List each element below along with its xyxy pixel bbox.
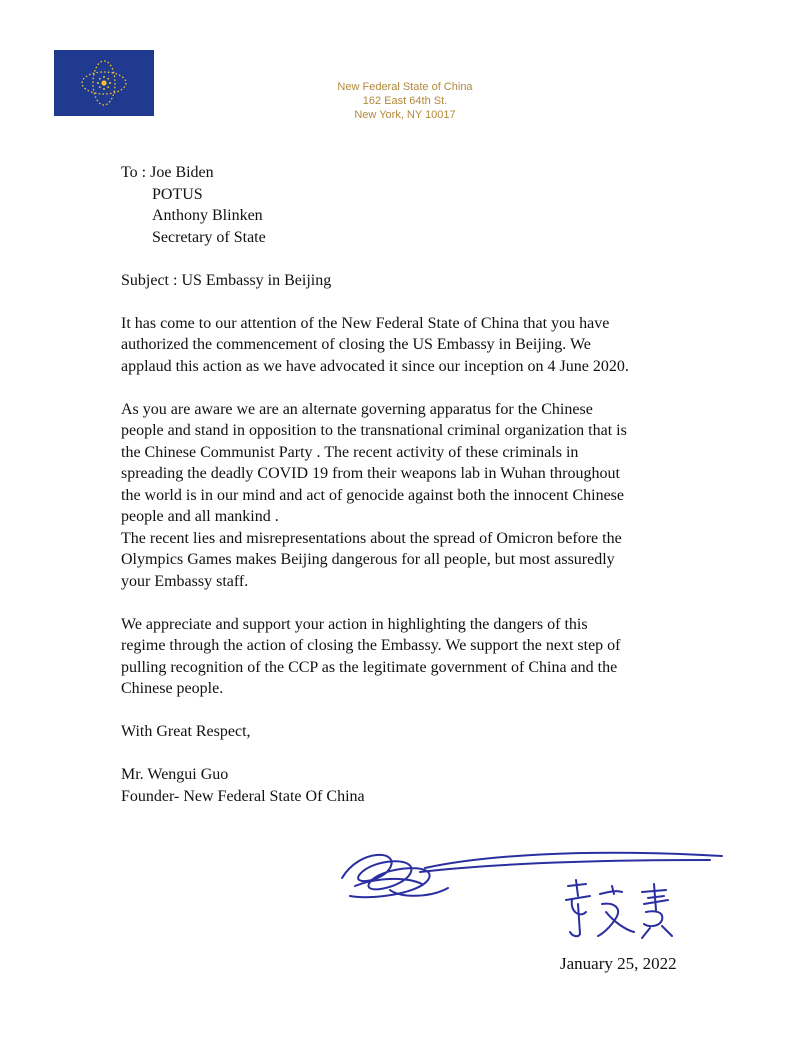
letter-date: January 25, 2022 [560,954,677,973]
recipient-name: Anthony Blinken [152,207,263,224]
flag-emblem-icon [54,50,154,116]
paragraph-line: It has come to our attention of the New Federal State of China that you have [121,314,610,332]
recipient-name: Joe Biden [150,164,214,181]
paragraph-line: people and all mankind . [121,508,279,525]
letterhead-city: New York, NY 10017 [354,109,456,121]
signer-name: Mr. Wengui Guo [121,766,229,783]
recipient-title: Secretary of State [152,228,266,246]
paragraph-line: Chinese people. [121,680,224,697]
paragraph-line: spreading the deadly COVID 19 from their weapons lab in Wuhan throughout [121,465,620,482]
letterhead-address [300,80,510,122]
letter-body [121,162,721,807]
signer-title: Founder- New Federal State Of China [121,787,365,805]
paragraph-line: the world is in our mind and act of genocide against both the innocent Chinese [121,486,624,504]
signature-scribble-icon [330,838,730,948]
paragraph-line: people and stand in opposition to the transnational criminal organization that is [121,422,627,439]
recipient-prefix: To : [121,164,147,181]
letterhead-organization: New Federal State of China [337,81,473,93]
paragraph-line: the Chinese Communist Party . The recent activity of these criminals in [121,443,579,461]
letterhead-street: 162 East 64th St. [362,95,448,107]
paragraph-line: regime through the action of closing the Embassy. We support the next step of [121,637,621,654]
subject-line: Subject : US Embassy in Beijing [121,271,332,289]
paragraph-line: We appreciate and support your action in highlighting the dangers of this [121,615,588,633]
paragraph-line: The recent lies and misrepresentations about the spread of Omicron before the [121,529,622,547]
recipient-line [121,162,721,184]
paragraph [121,614,721,700]
closing-line: With Great Respect, [121,723,251,740]
recipient-title: POTUS [152,185,203,203]
paragraph [121,399,721,593]
paragraph-line: pulling recognition of the CCP as the legitimate government of China and the [121,658,618,676]
paragraph-line: applaud this action as we have advocated it since our inception on 4 June 2020. [121,357,629,375]
flag-logo [54,50,154,116]
handwritten-signature [330,838,730,948]
paragraph-line: authorized the commencement of closing the US Embassy in Beijing. We [121,336,591,353]
paragraph [121,313,721,378]
paragraph-line: As you are aware we are an alternate governing apparatus for the Chinese [121,400,593,418]
paragraph-line: Olympics Games makes Beijing dangerous for all people, but most assuredly [121,551,615,568]
paragraph-line: your Embassy staff. [121,572,249,590]
